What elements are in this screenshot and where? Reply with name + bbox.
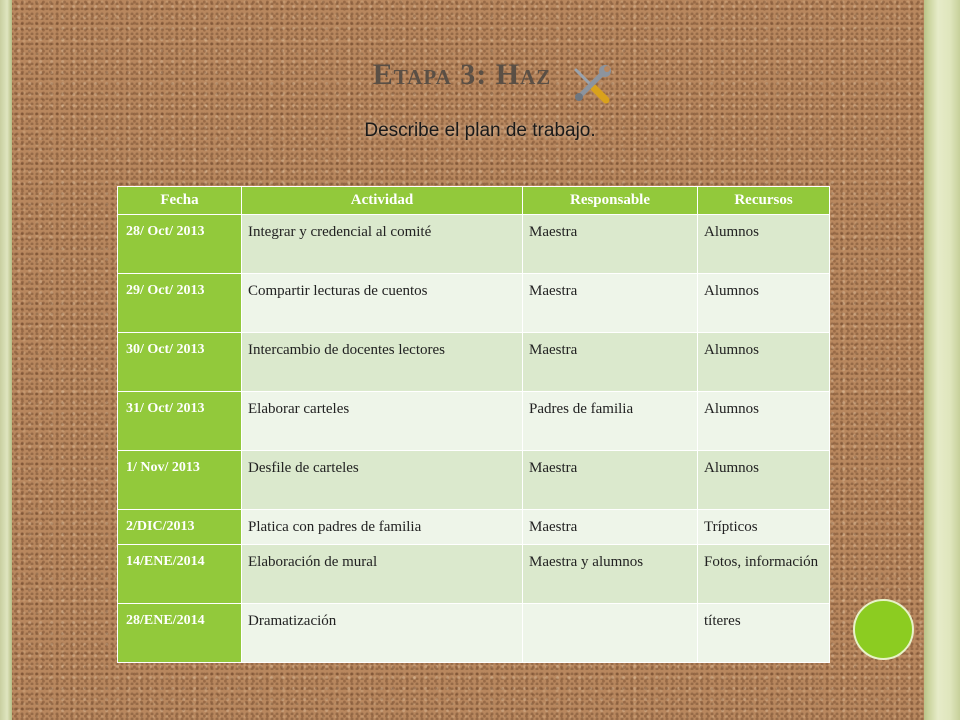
cell-responsable: Maestra xyxy=(523,274,698,333)
right-border xyxy=(924,0,960,720)
cell-fecha: 31/ Oct/ 2013 xyxy=(118,392,242,451)
table-row xyxy=(118,215,830,274)
cell-fecha: 14/ENE/2014 xyxy=(118,545,242,604)
header-actividad: Actividad xyxy=(242,187,523,215)
tools-icon xyxy=(568,64,614,104)
cell-recursos: Alumnos xyxy=(698,215,830,274)
cell-responsable: Maestra xyxy=(523,333,698,392)
cell-responsable xyxy=(523,604,698,663)
cell-actividad: Intercambio de docentes lectores xyxy=(242,333,523,392)
title-initial-e: E xyxy=(372,58,394,91)
cell-recursos: Trípticos xyxy=(698,510,830,545)
cell-actividad: Compartir lecturas de cuentos xyxy=(242,274,523,333)
table-header-row xyxy=(118,187,830,215)
cell-fecha: 1/ Nov/ 2013 xyxy=(118,451,242,510)
cell-recursos: Alumnos xyxy=(698,274,830,333)
table-row xyxy=(118,451,830,510)
work-plan-table xyxy=(117,186,830,663)
cell-fecha: 28/ENE/2014 xyxy=(118,604,242,663)
cell-recursos: títeres xyxy=(698,604,830,663)
left-border xyxy=(0,0,12,720)
table-row xyxy=(118,274,830,333)
cell-fecha: 2/DIC/2013 xyxy=(118,510,242,545)
cell-fecha: 30/ Oct/ 2013 xyxy=(118,333,242,392)
header-recursos: Recursos xyxy=(698,187,830,215)
cell-responsable: Maestra xyxy=(523,215,698,274)
cell-responsable: Maestra xyxy=(523,451,698,510)
cell-actividad: Desfile de carteles xyxy=(242,451,523,510)
slide-subtitle: Describe el plan de trabajo. xyxy=(364,120,596,141)
cell-recursos: Alumnos xyxy=(698,333,830,392)
header-fecha: Fecha xyxy=(118,187,242,215)
title-initial-h: H xyxy=(495,58,521,91)
cell-actividad: Elaboración de mural xyxy=(242,545,523,604)
cell-responsable: Maestra y alumnos xyxy=(523,545,698,604)
cell-responsable: Padres de familia xyxy=(523,392,698,451)
title-word-az: az xyxy=(520,58,552,91)
header-responsable: Responsable xyxy=(523,187,698,215)
cell-actividad: Elaborar carteles xyxy=(242,392,523,451)
title-number: 3: xyxy=(460,58,488,91)
cell-actividad: Integrar y credencial al comité xyxy=(242,215,523,274)
cell-actividad: Platica con padres de familia xyxy=(242,510,523,545)
cell-actividad: Dramatización xyxy=(242,604,523,663)
cell-fecha: 29/ Oct/ 2013 xyxy=(118,274,242,333)
cell-recursos: Alumnos xyxy=(698,392,830,451)
decorative-green-circle xyxy=(853,599,914,660)
table-row xyxy=(118,604,830,663)
cell-responsable: Maestra xyxy=(523,510,698,545)
title-word-tapa: tapa xyxy=(393,58,452,91)
slide-title xyxy=(0,58,924,92)
table-row xyxy=(118,510,830,545)
table-row xyxy=(118,545,830,604)
table-row xyxy=(118,392,830,451)
cell-recursos: Fotos, información xyxy=(698,545,830,604)
table-row xyxy=(118,333,830,392)
cell-fecha: 28/ Oct/ 2013 xyxy=(118,215,242,274)
cell-recursos: Alumnos xyxy=(698,451,830,510)
